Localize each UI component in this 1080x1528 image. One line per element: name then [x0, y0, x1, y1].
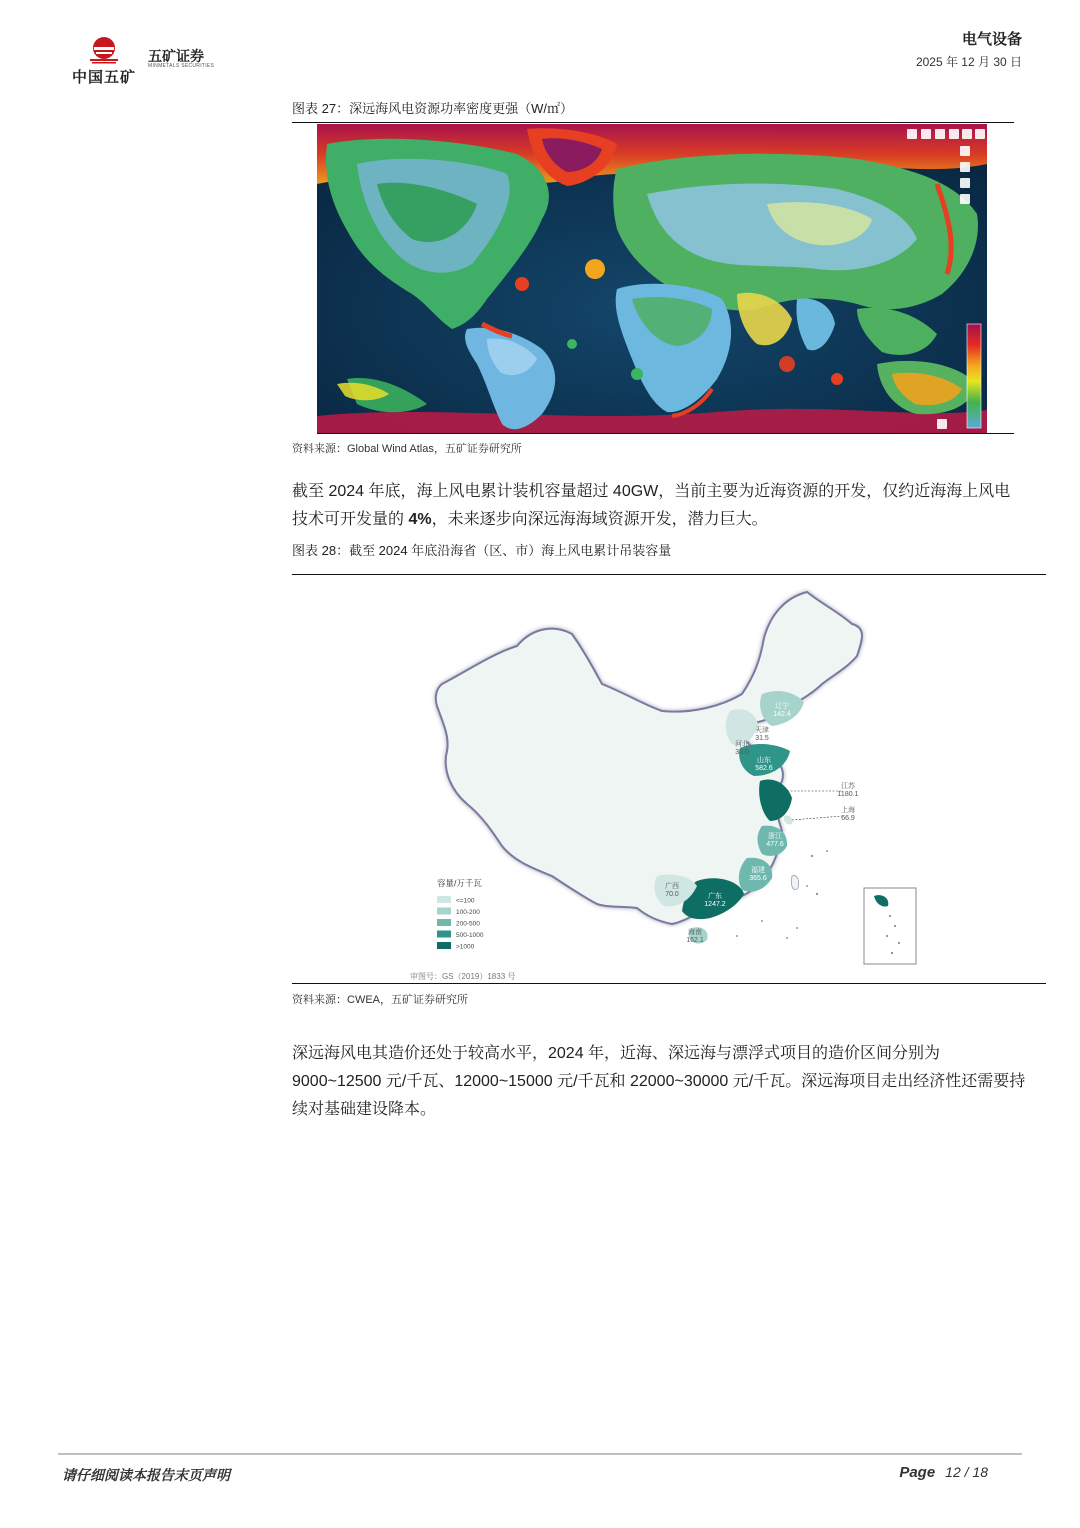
province-name-label: 江苏	[841, 783, 855, 790]
figure27-source: 资料来源：Global Wind Atlas，五矿证券研究所	[292, 443, 522, 455]
province-name-label: 浙江	[768, 833, 782, 840]
china-outline	[436, 592, 862, 924]
paragraph1-highlight: 4%	[408, 511, 432, 528]
province-value-label: 365.6	[749, 875, 767, 882]
figure27-top-rule	[292, 122, 1014, 123]
province-value-label: 30.0	[735, 749, 749, 756]
province-name-label: 上海	[841, 807, 855, 814]
figure28-title: 图表 28：截至 2024 年底沿海省（区、市）海上风电累计吊装容量	[292, 543, 672, 558]
legend-swatch	[437, 942, 451, 949]
province-name-label: 广东	[708, 893, 722, 900]
province-value-label: 582.6	[755, 765, 773, 772]
paragraph-cost-analysis: 深远海风电其造价还处于较高水平，2024 年，近海、深远海与漂浮式项目的造价区间分别为 9000~12500 元/千瓦、12000~15000 元/千瓦和 22000~30000 元/千瓦。深远海项目走出经济性还需要持续对基础建设降本。	[292, 1045, 1026, 1118]
paragraph1-text-a: 截至 2024 年底，海上风电累计装机容量超过 40GW，当前主要为近海资源的开发，仅约近海海上风电技术可开发量的	[292, 483, 1011, 528]
china-offshore-wind-map	[292, 576, 1046, 984]
province-value-label: 31.5	[755, 735, 769, 742]
map-approval-number: 审图号：GS（2019）1833 号	[410, 972, 516, 981]
legend-label: 500-1000	[456, 932, 484, 939]
wind-power-density-world-map	[317, 124, 987, 434]
province-name-label: 福建	[751, 867, 765, 874]
province-value-label: 162.1	[686, 937, 704, 944]
legend-swatch	[437, 896, 451, 903]
province-value-label: 1247.2	[704, 901, 726, 908]
paragraph-offshore-capacity	[292, 478, 1026, 534]
province-name-label: 辽宁	[775, 703, 789, 710]
footer-disclaimer: 请仔细阅读本报告末页声明	[62, 1467, 230, 1483]
province-name-label: 海南	[688, 929, 702, 936]
province-name-label: 天津	[755, 727, 769, 734]
page-label: Page	[899, 1464, 936, 1481]
legend-swatch	[437, 931, 451, 938]
legend-swatch	[437, 908, 451, 915]
report-section: 电气设备	[961, 31, 1022, 48]
figure28-bottom-rule	[292, 983, 1046, 984]
province-shanghai	[784, 815, 793, 824]
paragraph1-text-b: ，未来逐步向深远海海域资源开发，潜力巨大。	[431, 511, 768, 528]
figure28-top-rule	[292, 574, 1046, 575]
legend-title: 容量/万千瓦	[437, 878, 482, 888]
logo-text-cn: 中国五矿	[72, 69, 137, 86]
province-value-label: 142.4	[773, 711, 791, 718]
province-value-label: 66.9	[841, 815, 855, 822]
footer-divider	[58, 1453, 1022, 1455]
legend-label: >1000	[456, 943, 475, 951]
province-value-label: 477.6	[766, 841, 784, 848]
legend-swatch	[437, 919, 451, 926]
province-name-label: 广西	[665, 883, 679, 890]
page-indicator	[899, 1464, 988, 1481]
logo-securities-en-text: MINMETALS SECURITIES	[148, 63, 215, 69]
province-name-label: 山东	[757, 757, 771, 764]
province-value-label: 70.0	[665, 891, 679, 898]
report-date: 2025 年 12 月 30 日	[915, 55, 1022, 69]
figure28-source: 资料来源：CWEA，五矿证券研究所	[292, 994, 468, 1006]
page-number: 12 / 18	[945, 1464, 988, 1480]
province-name-label: 河北	[735, 741, 749, 748]
figure27-title: 图表 27：深远海风电资源功率密度更强（W/㎡）	[292, 101, 573, 116]
province-value-label: 1180.1	[837, 791, 859, 798]
legend-label: <=100	[456, 897, 475, 905]
logo-securities-text: 五矿证券	[148, 48, 204, 64]
figure27-bottom-rule	[317, 433, 1014, 434]
legend-label: 200-500	[456, 920, 480, 928]
legend-label: 100-200	[456, 909, 480, 916]
